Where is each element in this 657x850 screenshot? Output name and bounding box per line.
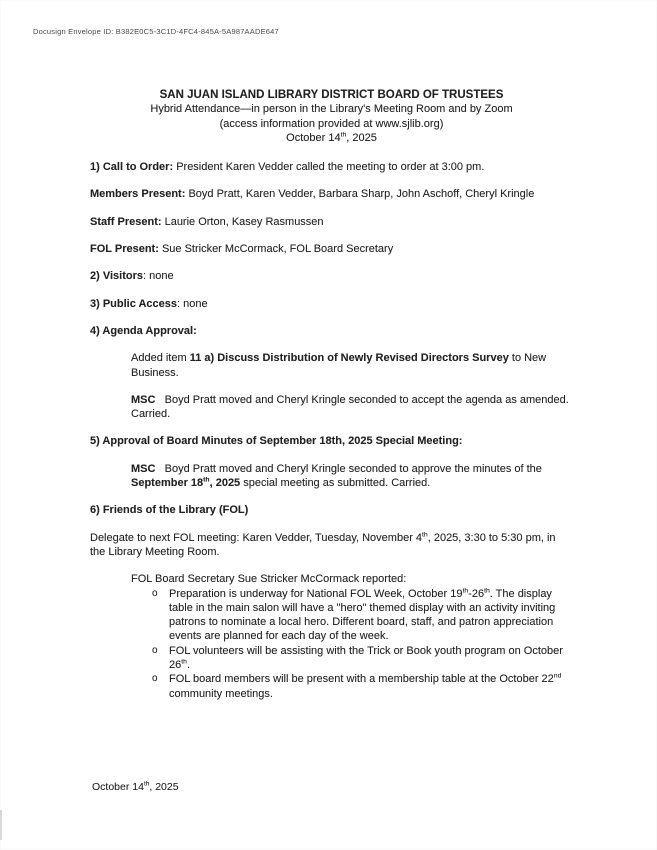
document-body bbox=[90, 88, 573, 714]
scan-edge-artifact bbox=[0, 810, 2, 840]
header-date: October 14th, 2025 bbox=[286, 131, 377, 144]
list-item-text: Preparation is underway for National FOL Week, October 19th-26th. The display table in the main salon will have a "hero" themed display with an activity inviting patrons to nominate a local hero. Different board, staff, and patron appreciation events are planned for each day of the week. bbox=[169, 586, 556, 643]
staff-present: Staff Present: Laurie Orton, Kasey Rasmussen bbox=[90, 215, 324, 228]
agenda-added-item: Added item 11 a) Discuss Distribution of Newly Revised Directors Survey to New Business. bbox=[131, 352, 547, 379]
bullet-marker: o bbox=[152, 644, 158, 656]
docusign-envelope-id: Docusign Envelope ID: B382E0C5-3C1D-4FC4-845A-5A987AADE647 bbox=[33, 27, 279, 36]
footer-date: October 14th, 2025 bbox=[92, 780, 179, 793]
agenda-msc-motion: MSC Boyd Pratt moved and Cheryl Kringle seconded to accept the agenda as amended. Carried. bbox=[131, 393, 569, 421]
document-header bbox=[90, 88, 573, 145]
minutes-msc-motion: MSC Boyd Pratt moved and Cheryl Kringle seconded to approve the minutes of the September 18th, 2025 special meeting as submitted. Carried. bbox=[131, 462, 542, 490]
fol-delegate: Delegate to next FOL meeting: Karen Vedder, Tuesday, November 4th, 2025, 3:30 to 5:30 pm, in the Library Meeting Room. bbox=[90, 530, 556, 558]
list-item bbox=[152, 672, 573, 701]
bullet-marker: o bbox=[152, 673, 158, 685]
bullet-marker: o bbox=[152, 587, 158, 599]
public-access: 3) Public Access: none bbox=[90, 297, 208, 310]
list-item bbox=[152, 587, 573, 644]
fol-present: FOL Present: Sue Stricker McCormack, FOL Board Secretary bbox=[90, 243, 394, 256]
fol-report-list bbox=[152, 587, 573, 701]
call-to-order: 1) Call to Order: President Karen Vedder called the meeting to order at 3:00 pm. bbox=[90, 161, 485, 174]
minutes-approval-heading: 5) Approval of Board Minutes of September 18th, 2025 Special Meeting: bbox=[90, 435, 463, 448]
list-item-text: FOL board members will be present with a membership table at the October 22nd community meetings. bbox=[169, 672, 562, 700]
header-subtitle: Hybrid Attendance—in person in the Library's Meeting Room and by Zoom bbox=[150, 103, 513, 116]
list-item-text: FOL volunteers will be assisting with the Trick or Book youth program on October 26th. bbox=[169, 644, 563, 672]
header-access-info: (access information provided at www.sjlib.org) bbox=[219, 117, 444, 130]
fol-secretary-report-intro: FOL Board Secretary Sue Stricker McCormack reported: bbox=[131, 573, 407, 586]
members-present: Members Present: Boyd Pratt, Karen Vedder, Barbara Sharp, John Aschoff, Cheryl Kringle bbox=[90, 188, 535, 201]
visitors: 2) Visitors: none bbox=[90, 270, 174, 283]
agenda-approval-heading: 4) Agenda Approval: bbox=[90, 324, 197, 337]
list-item bbox=[152, 644, 573, 673]
fol-heading: 6) Friends of the Library (FOL) bbox=[90, 504, 249, 517]
document-title: SAN JUAN ISLAND LIBRARY DISTRICT BOARD OF TRUSTEES bbox=[159, 89, 504, 101]
